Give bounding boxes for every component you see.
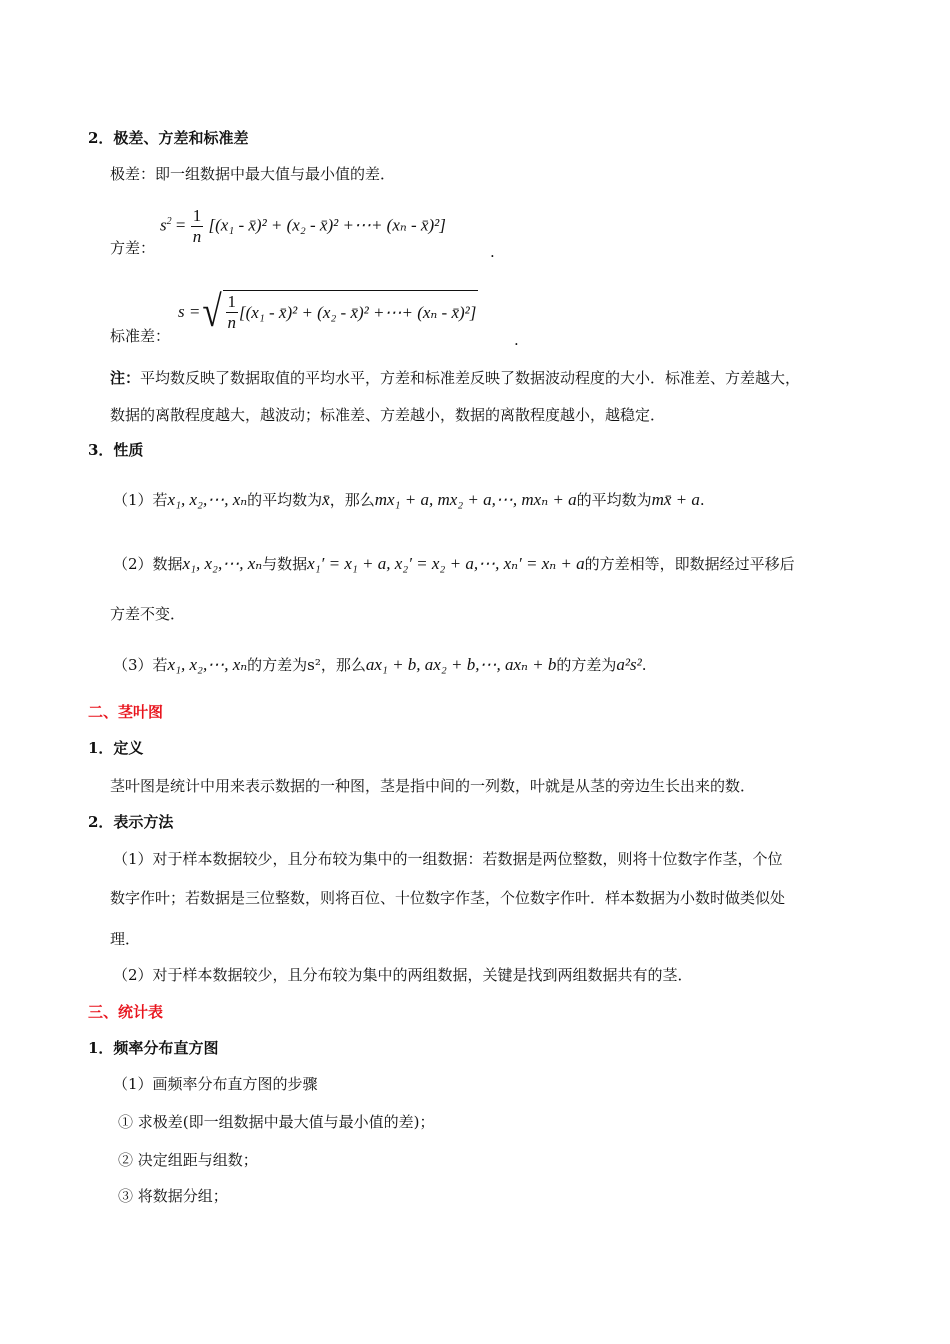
p1-text-e: . bbox=[699, 491, 705, 509]
histogram-heading: 1．频率分布直方图 bbox=[88, 1039, 219, 1057]
range-definition: 极差：即一组数据中最大值与最小值的差． bbox=[110, 165, 396, 183]
std-lhs: s = bbox=[178, 302, 201, 321]
note-text-1: 平均数反映了数据取值的平均水平，方差和标准差反映了数据波动程度的大小．标准差、方差越大， bbox=[140, 369, 801, 387]
section-heading-properties: 3．性质 bbox=[88, 441, 144, 459]
method-1-line-2: 数字作叶；若数据是三位整数，则将百位、十位数字作茎，个位数字作叶．样本数据为小数时做类似处 bbox=[110, 889, 786, 907]
property-3 bbox=[113, 655, 647, 675]
section-heading-range-variance: 2．极差、方差和标准差 bbox=[88, 129, 249, 147]
p1-math-2: x̄ bbox=[322, 490, 330, 509]
p2-text-a: （2）数据 bbox=[113, 555, 183, 573]
p1-text-d: 的平均数为 bbox=[576, 491, 652, 509]
variance-body: [(x₁ - x̄)² + (x₂ - x̄)² +⋯+ (xₙ - x̄)²] bbox=[208, 215, 446, 235]
p1-text-c: ，那么 bbox=[329, 491, 375, 509]
std-body: [(x₁ - x̄)² + (x₂ - x̄)² +⋯+ (xₙ - x̄)²] bbox=[239, 302, 477, 322]
part-heading-stat-table: 三、统计表 bbox=[88, 1003, 164, 1021]
std-end: . bbox=[514, 331, 519, 349]
note-line-2: 数据的离散程度越大，越波动；标准差、方差越小，数据的离散程度越小，越稳定． bbox=[110, 406, 666, 424]
p2-text-b: 与数据 bbox=[262, 555, 308, 573]
p1-math-1: x₁, x₂,⋯, xₙ bbox=[167, 490, 248, 509]
p1-text-b: 的平均数为 bbox=[247, 491, 323, 509]
p3-text-c: 的方差为 bbox=[556, 656, 617, 674]
property-2-line-2: 方差不变． bbox=[110, 605, 186, 623]
std-fraction bbox=[226, 292, 239, 333]
p2-math-2: x₁′ = x₁ + a, x₂′ = x₂ + a,⋯, xₙ′ = xₙ + a bbox=[307, 554, 585, 573]
variance-end: . bbox=[490, 243, 495, 261]
variance-eq: = bbox=[175, 215, 186, 235]
std-label: 标准差： bbox=[110, 327, 171, 345]
p3-text-a: （3）若 bbox=[113, 656, 168, 674]
property-2 bbox=[113, 554, 795, 574]
p2-text-c: 的方差相等，即数据经过平移后 bbox=[584, 555, 795, 573]
definition-text: 茎叶图是统计中用来表示数据的一种图，茎是指中间的一列数，叶就是从茎的旁边生长出来的数． bbox=[110, 777, 756, 795]
p2-math-1: x₁, x₂,⋯, xₙ bbox=[182, 554, 263, 573]
p3-math-1: x₁, x₂,⋯, xₙ bbox=[167, 655, 248, 674]
method-heading: 2．表示方法 bbox=[88, 813, 174, 831]
variance-frac-den: n bbox=[192, 227, 202, 246]
variance-label: 方差： bbox=[110, 239, 156, 257]
p1-math-3: mx₁ + a, mx₂ + a,⋯, mxₙ + a bbox=[374, 490, 577, 509]
part-heading-stem-leaf: 二、茎叶图 bbox=[88, 703, 164, 721]
method-2: （2）对于样本数据较少，且分布较为集中的两组数据，关键是找到两组数据共有的茎． bbox=[113, 966, 693, 984]
std-sqrt-body bbox=[223, 290, 479, 334]
variance-formula bbox=[160, 206, 446, 247]
variance-frac-num: 1 bbox=[192, 206, 202, 225]
p3-text-b: 的方差为s²，那么 bbox=[247, 656, 366, 674]
std-frac-den: n bbox=[227, 313, 236, 332]
step-1: ① 求极差(即一组数据中最大值与最小值的差)； bbox=[118, 1113, 435, 1131]
sqrt-icon: √ bbox=[202, 287, 223, 336]
variance-lhs: s bbox=[160, 215, 167, 235]
variance-lhs-exp: 2 bbox=[166, 215, 172, 227]
step-3: ③ 将数据分组； bbox=[118, 1187, 228, 1205]
note-label: 注： bbox=[110, 369, 141, 387]
method-1-line-3: 理． bbox=[110, 930, 141, 948]
p3-math-3: a²s² bbox=[616, 655, 642, 674]
property-1 bbox=[113, 490, 705, 510]
definition-heading: 1．定义 bbox=[88, 739, 144, 757]
p1-math-4: mx̄ + a bbox=[651, 490, 700, 509]
p3-math-2: ax₁ + b, ax₂ + b,⋯, axₙ + b bbox=[365, 655, 557, 674]
histogram-steps-title: （1）画频率分布直方图的步骤 bbox=[113, 1075, 318, 1093]
p3-text-d: . bbox=[641, 656, 647, 674]
step-2: ② 决定组距与组数； bbox=[118, 1151, 258, 1169]
method-1-line-1: （1）对于样本数据较少，且分布较为集中的一组数据：若数据是两位整数，则将十位数字作茎，个位 bbox=[113, 850, 783, 868]
p1-text-a: （1）若 bbox=[113, 491, 168, 509]
std-formula bbox=[178, 287, 478, 336]
std-sqrt bbox=[200, 287, 478, 336]
variance-fraction bbox=[191, 206, 204, 247]
std-frac-num: 1 bbox=[227, 292, 236, 311]
note-line-1 bbox=[110, 368, 800, 388]
